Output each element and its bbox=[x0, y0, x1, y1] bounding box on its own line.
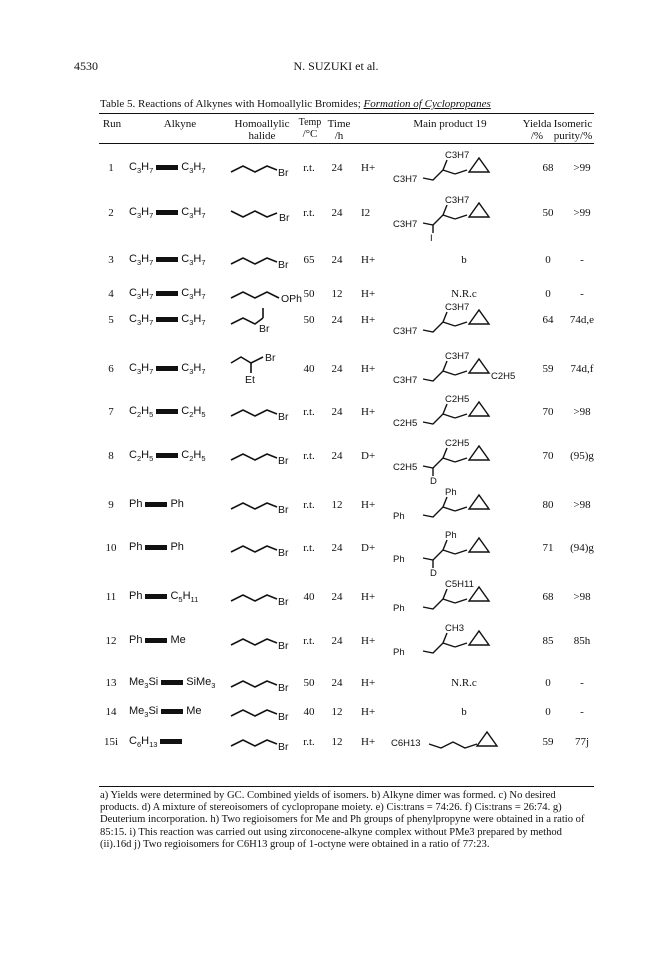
halide-structure bbox=[227, 485, 307, 525]
quench-reagent: H+ bbox=[361, 677, 376, 689]
temp-value: 65 bbox=[303, 254, 315, 266]
alkyne-right-group: SiMe$_3$ bbox=[186, 676, 216, 691]
alkyne-triple-bond bbox=[161, 709, 183, 714]
col-temp-1: Temp bbox=[298, 117, 322, 128]
time-value: 12 bbox=[331, 706, 343, 718]
run-number: 8 bbox=[108, 450, 114, 462]
alkyne-left-group: Ph bbox=[129, 498, 143, 510]
col-product: Main product 19 bbox=[413, 118, 487, 130]
isomeric-purity: 77j bbox=[574, 736, 590, 748]
time-value: 12 bbox=[331, 499, 343, 511]
alkyne-triple-bond bbox=[145, 638, 167, 643]
col-yield-1: Yielda bbox=[522, 118, 552, 130]
quench-reagent: H+ bbox=[361, 162, 376, 174]
halide-structure bbox=[227, 349, 307, 389]
alkyne-left-group: $C_3H_7$ bbox=[129, 253, 154, 268]
temp-value: r.t. bbox=[303, 450, 315, 462]
page-number: 4530 bbox=[74, 59, 98, 73]
halide-structure bbox=[227, 722, 307, 762]
temp-value: 40 bbox=[303, 591, 315, 603]
halide-leaving-group: Br bbox=[278, 682, 289, 694]
halide-leaving-group: Br bbox=[278, 640, 289, 652]
alkyne-right-group: $C_2H_5$ bbox=[181, 405, 206, 420]
yield-value: 0 bbox=[545, 677, 551, 689]
product-structure bbox=[389, 436, 529, 484]
product-top-substituent: CH3 bbox=[445, 623, 465, 634]
alkyne-triple-bond bbox=[156, 257, 178, 262]
alkyne-triple-bond bbox=[156, 291, 178, 296]
alkyne-triple-bond bbox=[145, 594, 167, 599]
run-number: 14 bbox=[105, 706, 117, 718]
temp-value: 50 bbox=[303, 314, 315, 326]
temp-value: 40 bbox=[303, 363, 315, 375]
product-structure bbox=[389, 392, 529, 440]
run-number: 10 bbox=[105, 542, 117, 554]
alkyne-triple-bond bbox=[156, 409, 178, 414]
alkyne-right-group: $C_3H_7$ bbox=[181, 253, 206, 268]
yield-value: 80 bbox=[542, 499, 554, 511]
alkyne-left-group: Ph bbox=[129, 590, 143, 602]
halide-leaving-group: Br bbox=[278, 167, 289, 179]
table-row bbox=[99, 722, 594, 770]
product-structure bbox=[389, 349, 529, 397]
yield-value: 50 bbox=[542, 207, 554, 219]
quench-reagent: H+ bbox=[361, 499, 376, 511]
alkyne-right-group: $C_3H_7$ bbox=[181, 206, 206, 221]
table-row bbox=[99, 392, 594, 440]
table-footnotes: a) Yields were determined by GC. Combined yields of isomers. b) Alkyne dimer was formed. c) No desired products. d) A mixture of stereoisomers of cyclopropane moiety. e) Cis:trans = 74:26. f) Cis:trans = 26:74. g) Deuterium incorporation. h) Two regioisomers for Me and Ph groups of phenylpropyne were obtained in a ratio of 85:15. i) This reaction was carried out using zirconocene-alkyne complex without PMe3 prepared by method (ii).16d j) Two regioisomers for C6H13 group of 1-octyne were obtained in a ratio of 77:23. bbox=[100, 790, 585, 850]
product-text: b bbox=[461, 706, 467, 718]
halide-leaving-group: Br bbox=[278, 455, 289, 467]
alkyne-left-group: $Me_3Si$ bbox=[129, 705, 159, 720]
product-top-substituent: C2H5 bbox=[445, 438, 470, 449]
temp-value: 50 bbox=[303, 288, 315, 300]
quench-reagent: H+ bbox=[361, 288, 376, 300]
yield-value: 68 bbox=[542, 591, 554, 603]
table-row bbox=[99, 349, 594, 397]
col-alkyne: Alkyne bbox=[163, 118, 197, 130]
quench-reagent: H+ bbox=[361, 254, 376, 266]
time-value: 24 bbox=[331, 363, 343, 375]
alkyne-right-group: Ph bbox=[170, 541, 184, 553]
quench-reagent: I2 bbox=[361, 207, 371, 219]
yield-value: 0 bbox=[545, 254, 551, 266]
time-value: 24 bbox=[331, 254, 343, 266]
halide-leaving-group: Br bbox=[278, 711, 289, 723]
time-value: 24 bbox=[331, 542, 343, 554]
halide-leaving-group: Br bbox=[278, 259, 289, 271]
product-top-substituent: C2H5 bbox=[445, 394, 470, 405]
isomeric-purity: (95)g bbox=[570, 450, 594, 462]
alkyne-left-group: Ph bbox=[129, 541, 143, 553]
alkyne-triple-bond bbox=[145, 502, 167, 507]
product-left-substituent: C2H5 bbox=[393, 418, 418, 429]
quench-reagent: H+ bbox=[361, 736, 376, 748]
isomeric-purity: 85h bbox=[573, 635, 591, 647]
temp-value: 50 bbox=[303, 677, 315, 689]
col-time-2: /h bbox=[334, 130, 344, 142]
alkyne-right-group: $C_3H_7$ bbox=[181, 362, 206, 377]
col-temp-2: /°C bbox=[302, 128, 318, 140]
product-sub-substituent: I bbox=[430, 233, 433, 241]
temp-value: r.t. bbox=[303, 635, 315, 647]
time-value: 24 bbox=[331, 450, 343, 462]
alkyne-triple-bond bbox=[156, 210, 178, 215]
table-row bbox=[99, 621, 594, 669]
isomeric-purity: - bbox=[580, 677, 584, 689]
halide-leaving-group: Br bbox=[279, 212, 290, 224]
alkyne-right-group: $C_2H_5$ bbox=[181, 449, 206, 464]
run-number: 15i bbox=[103, 736, 119, 748]
time-value: 24 bbox=[331, 591, 343, 603]
product-left-substituent: C3H7 bbox=[393, 219, 418, 230]
yield-value: 0 bbox=[545, 288, 551, 300]
product-text: b bbox=[461, 254, 467, 266]
col-iso-2: purity/% bbox=[553, 130, 593, 142]
halide-leaving-group: Br bbox=[265, 352, 276, 364]
product-structure bbox=[389, 577, 529, 625]
alkyne-right-group: $C_3H_7$ bbox=[181, 287, 206, 302]
time-value: 24 bbox=[331, 635, 343, 647]
table-header-rule bbox=[99, 143, 594, 144]
alkyne-triple-bond bbox=[156, 366, 178, 371]
running-header-authors: N. SUZUKI et al. bbox=[293, 59, 379, 73]
product-structure bbox=[389, 528, 529, 576]
run-number: 9 bbox=[108, 499, 114, 511]
product-text: N.R.c bbox=[451, 677, 477, 689]
alkyne-right-group: Me bbox=[186, 705, 202, 717]
col-yield-2: /% bbox=[530, 130, 544, 142]
halide-structure bbox=[227, 392, 307, 432]
col-time-1: Time bbox=[327, 118, 351, 130]
halide-leaving-group: Br bbox=[278, 411, 289, 423]
product-structure bbox=[389, 148, 529, 196]
isomeric-purity: - bbox=[580, 706, 584, 718]
time-value: 12 bbox=[331, 736, 343, 748]
product-structure bbox=[389, 193, 529, 241]
time-value: 24 bbox=[331, 162, 343, 174]
yield-value: 70 bbox=[542, 406, 554, 418]
table-row bbox=[99, 436, 594, 484]
product-sub-substituent: D bbox=[430, 476, 437, 484]
product-top-substituent: C3H7 bbox=[445, 302, 470, 313]
isomeric-purity: >98 bbox=[573, 406, 591, 418]
alkyne-left-group: $C_2H_5$ bbox=[129, 405, 154, 420]
run-number: 3 bbox=[108, 254, 114, 266]
quench-reagent: D+ bbox=[361, 450, 376, 462]
halide-structure bbox=[227, 577, 307, 617]
alkyne-triple-bond bbox=[156, 453, 178, 458]
alkyne-left-group: $Me_3Si$ bbox=[129, 676, 159, 691]
col-halide-1: Homoallylic bbox=[234, 118, 290, 130]
table-bottom-rule bbox=[99, 786, 594, 787]
quench-reagent: H+ bbox=[361, 406, 376, 418]
run-number: 6 bbox=[108, 363, 114, 375]
run-number: 1 bbox=[108, 162, 114, 174]
isomeric-purity: >99 bbox=[573, 162, 591, 174]
halide-structure bbox=[227, 436, 307, 476]
temp-value: r.t. bbox=[303, 542, 315, 554]
table-row bbox=[99, 193, 594, 241]
alkyne-triple-bond bbox=[156, 317, 178, 322]
alkyne-right-group: $C_5H_{11}$ bbox=[170, 590, 199, 605]
alkyne-left-group: $C_3H_7$ bbox=[129, 313, 154, 328]
halide-ethyl-label: Et bbox=[245, 374, 255, 386]
table-row bbox=[99, 577, 594, 625]
product-top-substituent: Ph bbox=[445, 530, 457, 541]
temp-value: r.t. bbox=[303, 736, 315, 748]
product-structure bbox=[389, 300, 529, 348]
time-value: 24 bbox=[331, 406, 343, 418]
product-left-substituent: Ph bbox=[393, 554, 405, 565]
alkyne-left-group: Ph bbox=[129, 634, 143, 646]
product-top-substituent: Ph bbox=[445, 487, 457, 498]
alkyne-left-group: $C_3H_7$ bbox=[129, 362, 154, 377]
halide-structure bbox=[227, 193, 307, 233]
yield-value: 68 bbox=[542, 162, 554, 174]
isomeric-purity: - bbox=[580, 288, 584, 300]
run-number: 12 bbox=[105, 635, 117, 647]
isomeric-purity: (94)g bbox=[570, 542, 594, 554]
alkyne-right-group: Ph bbox=[170, 498, 184, 510]
table-row bbox=[99, 300, 594, 348]
alkyne-left-group: $C_3H_7$ bbox=[129, 206, 154, 221]
yield-value: 70 bbox=[542, 450, 554, 462]
temp-value: r.t. bbox=[303, 162, 315, 174]
alkyne-right-group: Me bbox=[170, 634, 186, 646]
product-left-substituent: C3H7 bbox=[393, 375, 418, 386]
halide-structure bbox=[227, 148, 307, 188]
product-left-substituent: C2H5 bbox=[393, 462, 418, 473]
alkyne-left-group: $C_3H_7$ bbox=[129, 161, 154, 176]
time-value: 24 bbox=[331, 677, 343, 689]
isomeric-purity: 74d,e bbox=[569, 314, 595, 326]
table-top-rule bbox=[99, 113, 594, 114]
isomeric-purity: >98 bbox=[573, 499, 591, 511]
halide-leaving-group: OPh bbox=[281, 293, 303, 305]
halide-structure bbox=[227, 528, 307, 568]
alkyne-left-group: $C_2H_5$ bbox=[129, 449, 154, 464]
col-run: Run bbox=[102, 118, 122, 130]
halide-structure bbox=[227, 300, 307, 340]
run-number: 4 bbox=[108, 288, 114, 300]
temp-value: r.t. bbox=[303, 406, 315, 418]
table-caption-italic: Formation of Cyclopropanes bbox=[363, 98, 491, 110]
time-value: 24 bbox=[331, 207, 343, 219]
table-caption-prefix: Table 5. Reactions of Alkynes with Homoallylic Bromides; bbox=[100, 98, 361, 110]
col-iso-1: Isomeric bbox=[553, 118, 593, 130]
product-top-substituent: C5H11 bbox=[445, 579, 474, 590]
product-top-substituent: C3H7 bbox=[445, 195, 470, 206]
product-left-substituent: Ph bbox=[393, 603, 405, 614]
product-left-substituent: Ph bbox=[393, 647, 405, 658]
halide-structure bbox=[227, 621, 307, 661]
isomeric-purity: - bbox=[580, 254, 584, 266]
alkyne-right-group: $C_3H_7$ bbox=[181, 313, 206, 328]
product-right-substituent: C2H5 bbox=[491, 371, 516, 382]
run-number: 7 bbox=[108, 406, 114, 418]
run-number: 5 bbox=[108, 314, 114, 326]
product-left-substituent: C3H7 bbox=[393, 174, 418, 185]
halide-leaving-group: Br bbox=[278, 547, 289, 559]
alkyne-triple-bond bbox=[161, 680, 183, 685]
alkyne-triple-bond bbox=[156, 165, 178, 170]
halide-leaving-group: Br bbox=[278, 741, 289, 753]
table-row bbox=[99, 148, 594, 196]
product-left-substituent: Ph bbox=[393, 511, 405, 522]
halide-leaving-group: Br bbox=[259, 323, 270, 335]
time-value: 24 bbox=[331, 314, 343, 326]
product-left-substituent: C3H7 bbox=[393, 326, 418, 337]
product-structure bbox=[389, 485, 529, 533]
yield-value: 59 bbox=[542, 736, 554, 748]
halide-leaving-group: Br bbox=[278, 504, 289, 516]
isomeric-purity: >99 bbox=[573, 207, 591, 219]
product-top-substituent: C3H7 bbox=[445, 150, 470, 161]
time-value: 12 bbox=[331, 288, 343, 300]
product-left-substituent: C6H13 bbox=[391, 738, 421, 749]
quench-reagent: H+ bbox=[361, 363, 376, 375]
quench-reagent: H+ bbox=[361, 635, 376, 647]
quench-reagent: H+ bbox=[361, 314, 376, 326]
run-number: 13 bbox=[105, 677, 117, 689]
quench-reagent: H+ bbox=[361, 706, 376, 718]
temp-value: r.t. bbox=[303, 207, 315, 219]
product-structure bbox=[389, 722, 529, 770]
isomeric-purity: 74d,f bbox=[570, 363, 594, 375]
temp-value: 40 bbox=[303, 706, 315, 718]
yield-value: 71 bbox=[542, 542, 554, 554]
isomeric-purity: >98 bbox=[573, 591, 591, 603]
col-halide-2: halide bbox=[248, 130, 276, 142]
product-text: N.R.c bbox=[451, 288, 477, 300]
run-number: 2 bbox=[108, 207, 114, 219]
yield-value: 59 bbox=[542, 363, 554, 375]
run-number: 11 bbox=[105, 591, 117, 603]
alkyne-right-group: $C_3H_7$ bbox=[181, 161, 206, 176]
alkyne-left-group: $C_3H_7$ bbox=[129, 287, 154, 302]
alkyne-triple-bond bbox=[145, 545, 167, 550]
product-top-substituent: C3H7 bbox=[445, 351, 470, 362]
table-row bbox=[99, 485, 594, 533]
quench-reagent: H+ bbox=[361, 591, 376, 603]
temp-value: r.t. bbox=[303, 499, 315, 511]
table-row bbox=[99, 528, 594, 576]
alkyne-left-group: $C_6H_{13}$ bbox=[129, 735, 158, 750]
product-structure bbox=[389, 621, 529, 669]
product-sub-substituent: D bbox=[430, 568, 437, 576]
yield-value: 64 bbox=[542, 314, 554, 326]
alkyne-triple-bond bbox=[160, 739, 182, 744]
yield-value: 0 bbox=[545, 706, 551, 718]
halide-leaving-group: Br bbox=[278, 596, 289, 608]
table-caption bbox=[100, 98, 491, 110]
yield-value: 85 bbox=[542, 635, 554, 647]
quench-reagent: D+ bbox=[361, 542, 376, 554]
